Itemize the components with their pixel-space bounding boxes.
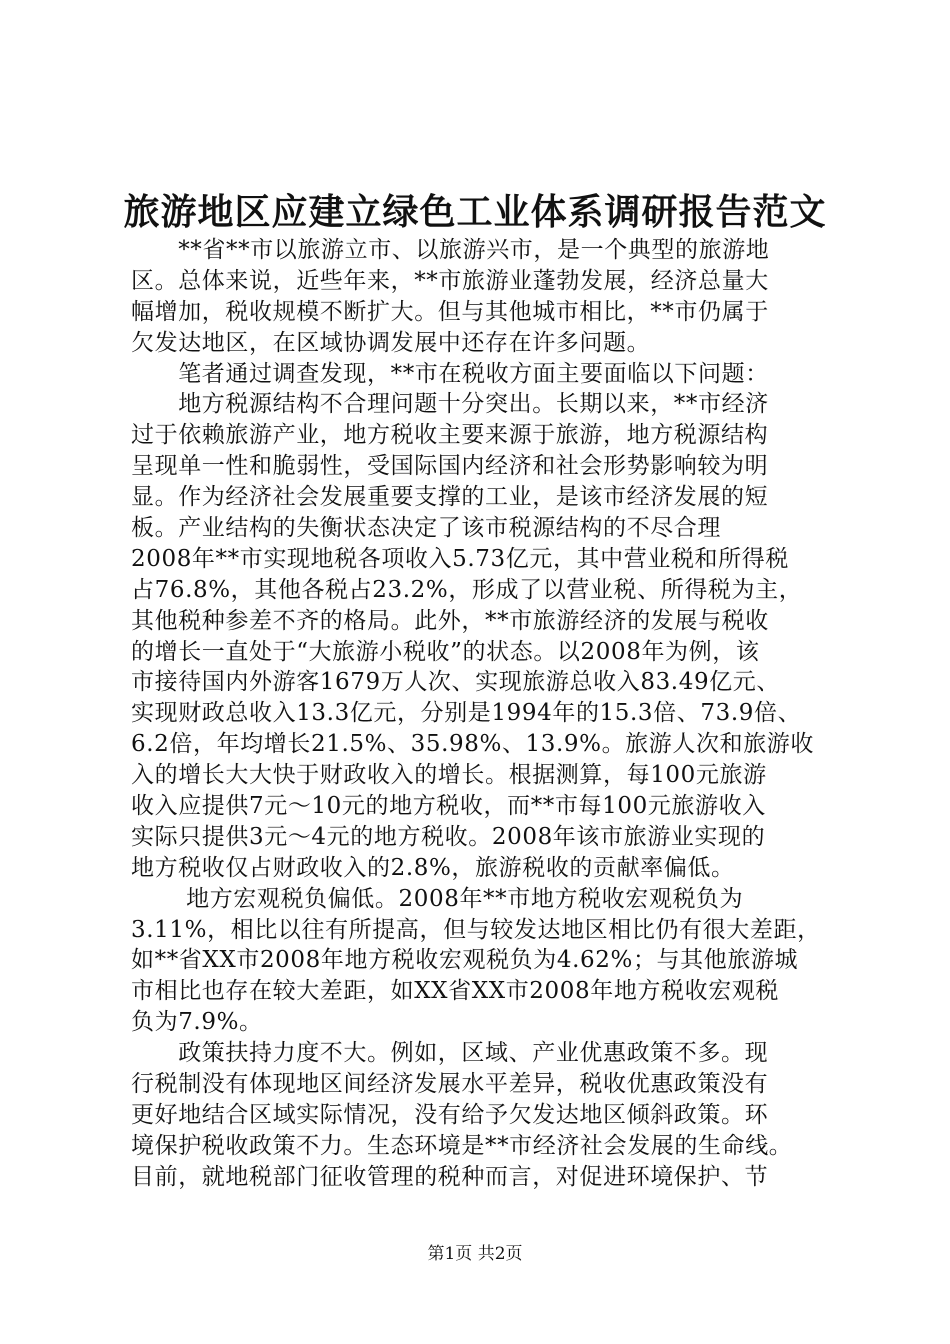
body-line: 板。产业结构的失衡状态决定了该市税源结构的不尽合理 [131, 515, 721, 542]
body-line: 呈现单一性和脆弱性，受国际国内经济和社会形势影响较为明 [131, 453, 769, 480]
body-line: 负为7.9%。 [131, 1009, 263, 1036]
body-line: 地方税源结构不合理问题十分突出。长期以来，**市经济 [131, 391, 769, 418]
body-line: **省**市以旅游立市、以旅游兴市，是一个典型的旅游地 [131, 237, 770, 263]
body-line: 入的增长大大快于财政收入的增长。根据测算，每100元旅游 [131, 762, 767, 789]
document-title: 旅游地区应建立绿色工业体系调研报告范文 [123, 191, 827, 233]
body-line: 笔者通过调查发现，**市在税收方面主要面临以下问题： [131, 360, 769, 387]
body-line: 其他税种参差不齐的格局。此外，**市旅游经济的发展与税收 [131, 607, 769, 634]
document-body [131, 235, 831, 1193]
body-line: 3.11%，相比以往有所提高，但与较发达地区相比仍有很大差距， [131, 916, 821, 943]
body-line: 实际只提供3元～4元的地方税收。2008年该市旅游业实现的 [131, 823, 766, 850]
body-line: 目前，就地税部门征收管理的税种而言，对促进环境保护、节 [131, 1163, 769, 1190]
body-line: 境保护税收政策不力。生态环境是**市经济社会发展的生命线。 [131, 1132, 793, 1159]
body-line: 地方宏观税负偏低。2008年**市地方税收宏观税负为 [131, 885, 744, 912]
body-line: 的增长一直处于“大旅游小税收”的状态。以2008年为例，该 [131, 638, 760, 665]
body-line: 收入应提供7元～10元的地方税收，而**市每100元旅游收入 [131, 793, 766, 820]
body-line: 区。总体来说，近些年来，**市旅游业蓬勃发展，经济总量大 [131, 267, 769, 294]
body-line: 欠发达地区，在区域协调发展中还存在许多问题。 [131, 329, 651, 356]
body-line: 6.2倍，年均增长21.5%、35.98%、13.9%。旅游人次和旅游收 [131, 731, 815, 758]
body-line: 更好地结合区域实际情况，没有给予欠发达地区倾斜政策。环 [131, 1101, 769, 1128]
body-line: 2008年**市实现地税各项收入5.73亿元，其中营业税和所得税 [131, 545, 789, 572]
body-line: 实现财政总收入13.3亿元，分别是1994年的15.3倍、73.9倍、 [131, 700, 802, 727]
body-line: 显。作为经济社会发展重要支撑的工业，是该市经济发展的短 [131, 484, 769, 511]
body-line: 地方税收仅占财政收入的2.8%，旅游税收的贡献率偏低。 [131, 854, 735, 881]
page-number: 第1页 共2页 [427, 1244, 523, 1264]
body-line: 如**省XX市2008年地方税收宏观税负为4.62%；与其他旅游城 [131, 947, 799, 974]
body-line: 过于依赖旅游产业，地方税收主要来源于旅游，地方税源结构 [131, 422, 769, 449]
body-line: 政策扶持力度不大。例如，区域、产业优惠政策不多。现 [131, 1040, 769, 1067]
body-line: 幅增加，税收规模不断扩大。但与其他城市相比，**市仍属于 [131, 298, 769, 325]
body-line: 市相比也存在较大差距，如XX省XX市2008年地方税收宏观税 [131, 978, 780, 1005]
body-line: 占76.8%，其他各税占23.2%，形成了以营业税、所得税为主， [131, 576, 803, 603]
body-line: 行税制没有体现地区间经济发展水平差异，税收优惠政策没有 [131, 1071, 769, 1098]
body-line: 市接待国内外游客1679万人次、实现旅游总收入83.49亿元、 [131, 669, 780, 696]
